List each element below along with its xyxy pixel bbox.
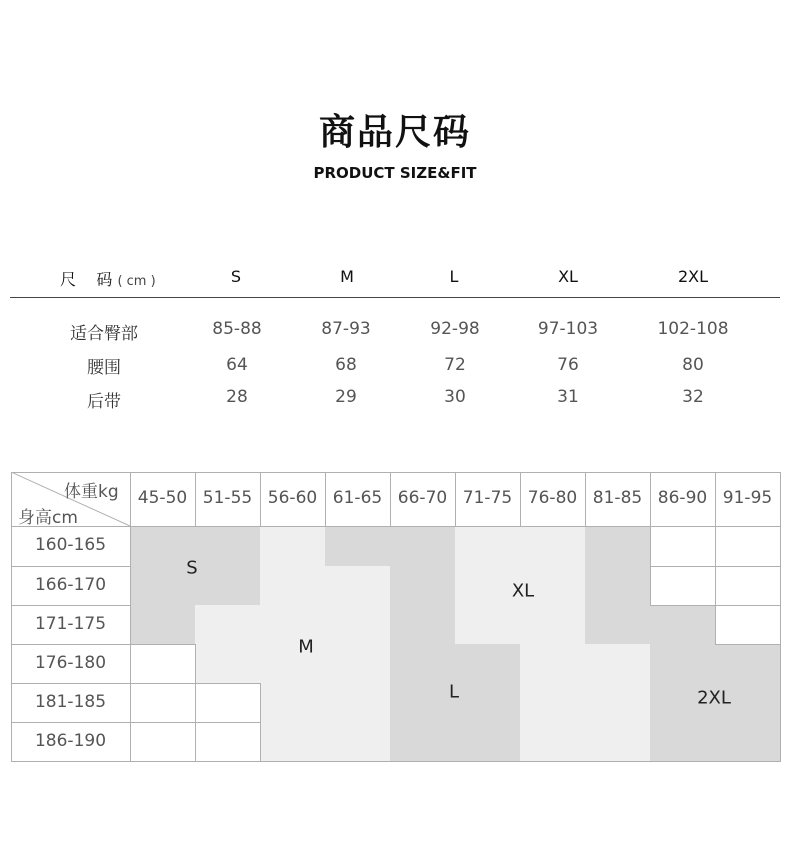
fit-cell xyxy=(390,526,455,566)
weight-header: 76-80 xyxy=(527,488,578,508)
fit-cell xyxy=(260,644,325,683)
height-header: 160-165 xyxy=(34,535,107,555)
fit-cell xyxy=(520,722,585,761)
corner-weight-label: 体重kg xyxy=(64,482,119,502)
fit-cell xyxy=(715,644,780,683)
grid-line xyxy=(715,566,781,567)
waist-s: 64 xyxy=(226,355,248,375)
grid-line xyxy=(715,526,781,527)
fit-cell xyxy=(585,605,650,644)
height-header: 181-185 xyxy=(34,692,107,712)
grid-line xyxy=(715,566,716,606)
fit-cell xyxy=(650,605,715,644)
height-header: 171-175 xyxy=(34,614,107,634)
size-col-m: M xyxy=(340,267,354,286)
fit-cell xyxy=(130,644,195,683)
grid-line xyxy=(11,683,131,684)
fit-cell xyxy=(715,605,780,644)
fit-cell xyxy=(585,722,650,761)
waist-2xl: 80 xyxy=(682,355,704,375)
zone-label-s: S xyxy=(186,557,198,579)
fit-cell xyxy=(130,683,195,722)
hip-2xl: 102-108 xyxy=(657,319,729,339)
size-col-l: L xyxy=(449,267,459,286)
waist-xl: 76 xyxy=(557,355,579,375)
grid-line xyxy=(715,605,781,606)
grid-line xyxy=(11,761,781,762)
fit-cell xyxy=(325,605,390,644)
zone-label-2xl: 2XL xyxy=(697,687,731,709)
weight-header: 91-95 xyxy=(722,488,773,508)
grid-line xyxy=(11,605,131,606)
weight-header: 66-70 xyxy=(397,488,448,508)
fit-cell xyxy=(195,566,260,605)
grid-line xyxy=(130,644,196,645)
fit-cell xyxy=(325,722,390,761)
fit-cell xyxy=(260,722,325,761)
height-header: 176-180 xyxy=(34,653,107,673)
page-subtitle: PRODUCT SIZE&FIT xyxy=(313,164,477,182)
fit-cell xyxy=(585,683,650,722)
hip-m: 87-93 xyxy=(321,319,371,339)
row-label-hip: 适合臀部 xyxy=(70,324,138,344)
grid-line xyxy=(130,683,131,723)
grid-line xyxy=(650,526,651,567)
fit-cell xyxy=(650,644,715,683)
hip-xl: 97-103 xyxy=(537,319,599,339)
size-header-unit: ( cm ) xyxy=(117,274,156,289)
grid-line xyxy=(650,566,651,606)
fit-cell xyxy=(195,605,260,644)
band-m: 29 xyxy=(335,387,357,407)
fit-cell xyxy=(195,683,260,722)
fit-cell xyxy=(650,526,715,566)
fit-cell xyxy=(390,566,455,605)
grid-line xyxy=(11,722,131,723)
fit-cell xyxy=(585,644,650,683)
zone-label-xl: XL xyxy=(511,580,535,602)
size-header-text: 尺 码 xyxy=(60,270,113,289)
fit-cell xyxy=(390,605,455,644)
fit-cell xyxy=(260,526,325,566)
grid-line xyxy=(130,761,196,762)
fit-cell xyxy=(260,605,325,644)
weight-header: 71-75 xyxy=(462,488,513,508)
grid-line xyxy=(650,566,716,567)
grid-line xyxy=(260,683,261,723)
grid-line xyxy=(780,566,781,606)
fit-cell xyxy=(325,566,390,605)
grid-line xyxy=(130,722,131,762)
grid-line xyxy=(130,644,131,684)
fit-cell xyxy=(455,526,520,566)
grid-line xyxy=(780,526,781,567)
fit-cell xyxy=(715,566,780,605)
fit-cell xyxy=(130,722,195,761)
fit-cell xyxy=(325,683,390,722)
grid-line xyxy=(650,605,716,606)
fit-cell xyxy=(195,526,260,566)
fit-cell xyxy=(455,683,520,722)
grid-line xyxy=(715,526,716,567)
fit-cell xyxy=(650,722,715,761)
band-xl: 31 xyxy=(557,387,579,407)
fit-cell xyxy=(130,526,195,566)
grid-line xyxy=(650,526,716,527)
grid-line xyxy=(715,605,716,645)
fit-cell xyxy=(520,605,585,644)
grid-line xyxy=(715,644,781,645)
height-header: 186-190 xyxy=(34,731,107,751)
band-s: 28 xyxy=(226,387,248,407)
fit-cell xyxy=(455,722,520,761)
weight-header: 86-90 xyxy=(657,488,708,508)
fit-cell xyxy=(520,526,585,566)
fit-cell xyxy=(520,644,585,683)
fit-cell xyxy=(715,526,780,566)
fit-cell xyxy=(455,566,520,605)
height-header: 166-170 xyxy=(34,575,107,595)
band-2xl: 32 xyxy=(682,387,704,407)
fit-cell xyxy=(390,683,455,722)
fit-cell xyxy=(325,526,390,566)
fit-cell xyxy=(390,644,455,683)
fit-cell xyxy=(715,722,780,761)
grid-line xyxy=(130,722,196,723)
row-label-waist: 腰围 xyxy=(87,358,121,378)
grid-line xyxy=(780,605,781,645)
size-col-2xl: 2XL xyxy=(677,267,709,286)
zone-label-m: M xyxy=(298,636,314,658)
weight-header: 81-85 xyxy=(592,488,643,508)
weight-header: 45-50 xyxy=(137,488,188,508)
row-label-band: 后带 xyxy=(87,392,121,412)
grid-line xyxy=(195,644,196,684)
grid-line xyxy=(195,722,196,762)
grid-line xyxy=(195,722,261,723)
weight-header: 61-65 xyxy=(332,488,383,508)
fit-cell xyxy=(455,605,520,644)
page-title: 商品尺码 xyxy=(318,112,471,153)
grid-line xyxy=(195,761,261,762)
fit-cell xyxy=(650,566,715,605)
fit-cell xyxy=(195,722,260,761)
grid-line xyxy=(130,683,196,684)
fit-cell xyxy=(130,605,195,644)
grid-line xyxy=(195,683,261,684)
weight-header: 51-55 xyxy=(202,488,253,508)
fit-cell xyxy=(390,722,455,761)
weight-header: 56-60 xyxy=(267,488,318,508)
grid-line xyxy=(260,722,261,762)
grid-line xyxy=(195,683,196,723)
fit-cell xyxy=(260,566,325,605)
band-l: 30 xyxy=(444,387,466,407)
fit-cell xyxy=(585,566,650,605)
size-col-xl: XL xyxy=(558,267,578,286)
fit-cell xyxy=(195,644,260,683)
grid-line xyxy=(11,566,131,567)
fit-cell xyxy=(260,683,325,722)
hip-s: 85-88 xyxy=(212,319,262,339)
corner-height-label: 身高cm xyxy=(18,508,78,528)
fit-cell xyxy=(585,526,650,566)
zone-label-l: L xyxy=(448,681,460,703)
waist-m: 68 xyxy=(335,355,357,375)
fit-cell xyxy=(325,644,390,683)
hip-l: 92-98 xyxy=(430,319,480,339)
grid-line xyxy=(11,644,131,645)
waist-l: 72 xyxy=(444,355,466,375)
size-col-s: S xyxy=(230,267,242,286)
fit-cell xyxy=(455,644,520,683)
fit-cell xyxy=(520,683,585,722)
fit-cell xyxy=(130,566,195,605)
